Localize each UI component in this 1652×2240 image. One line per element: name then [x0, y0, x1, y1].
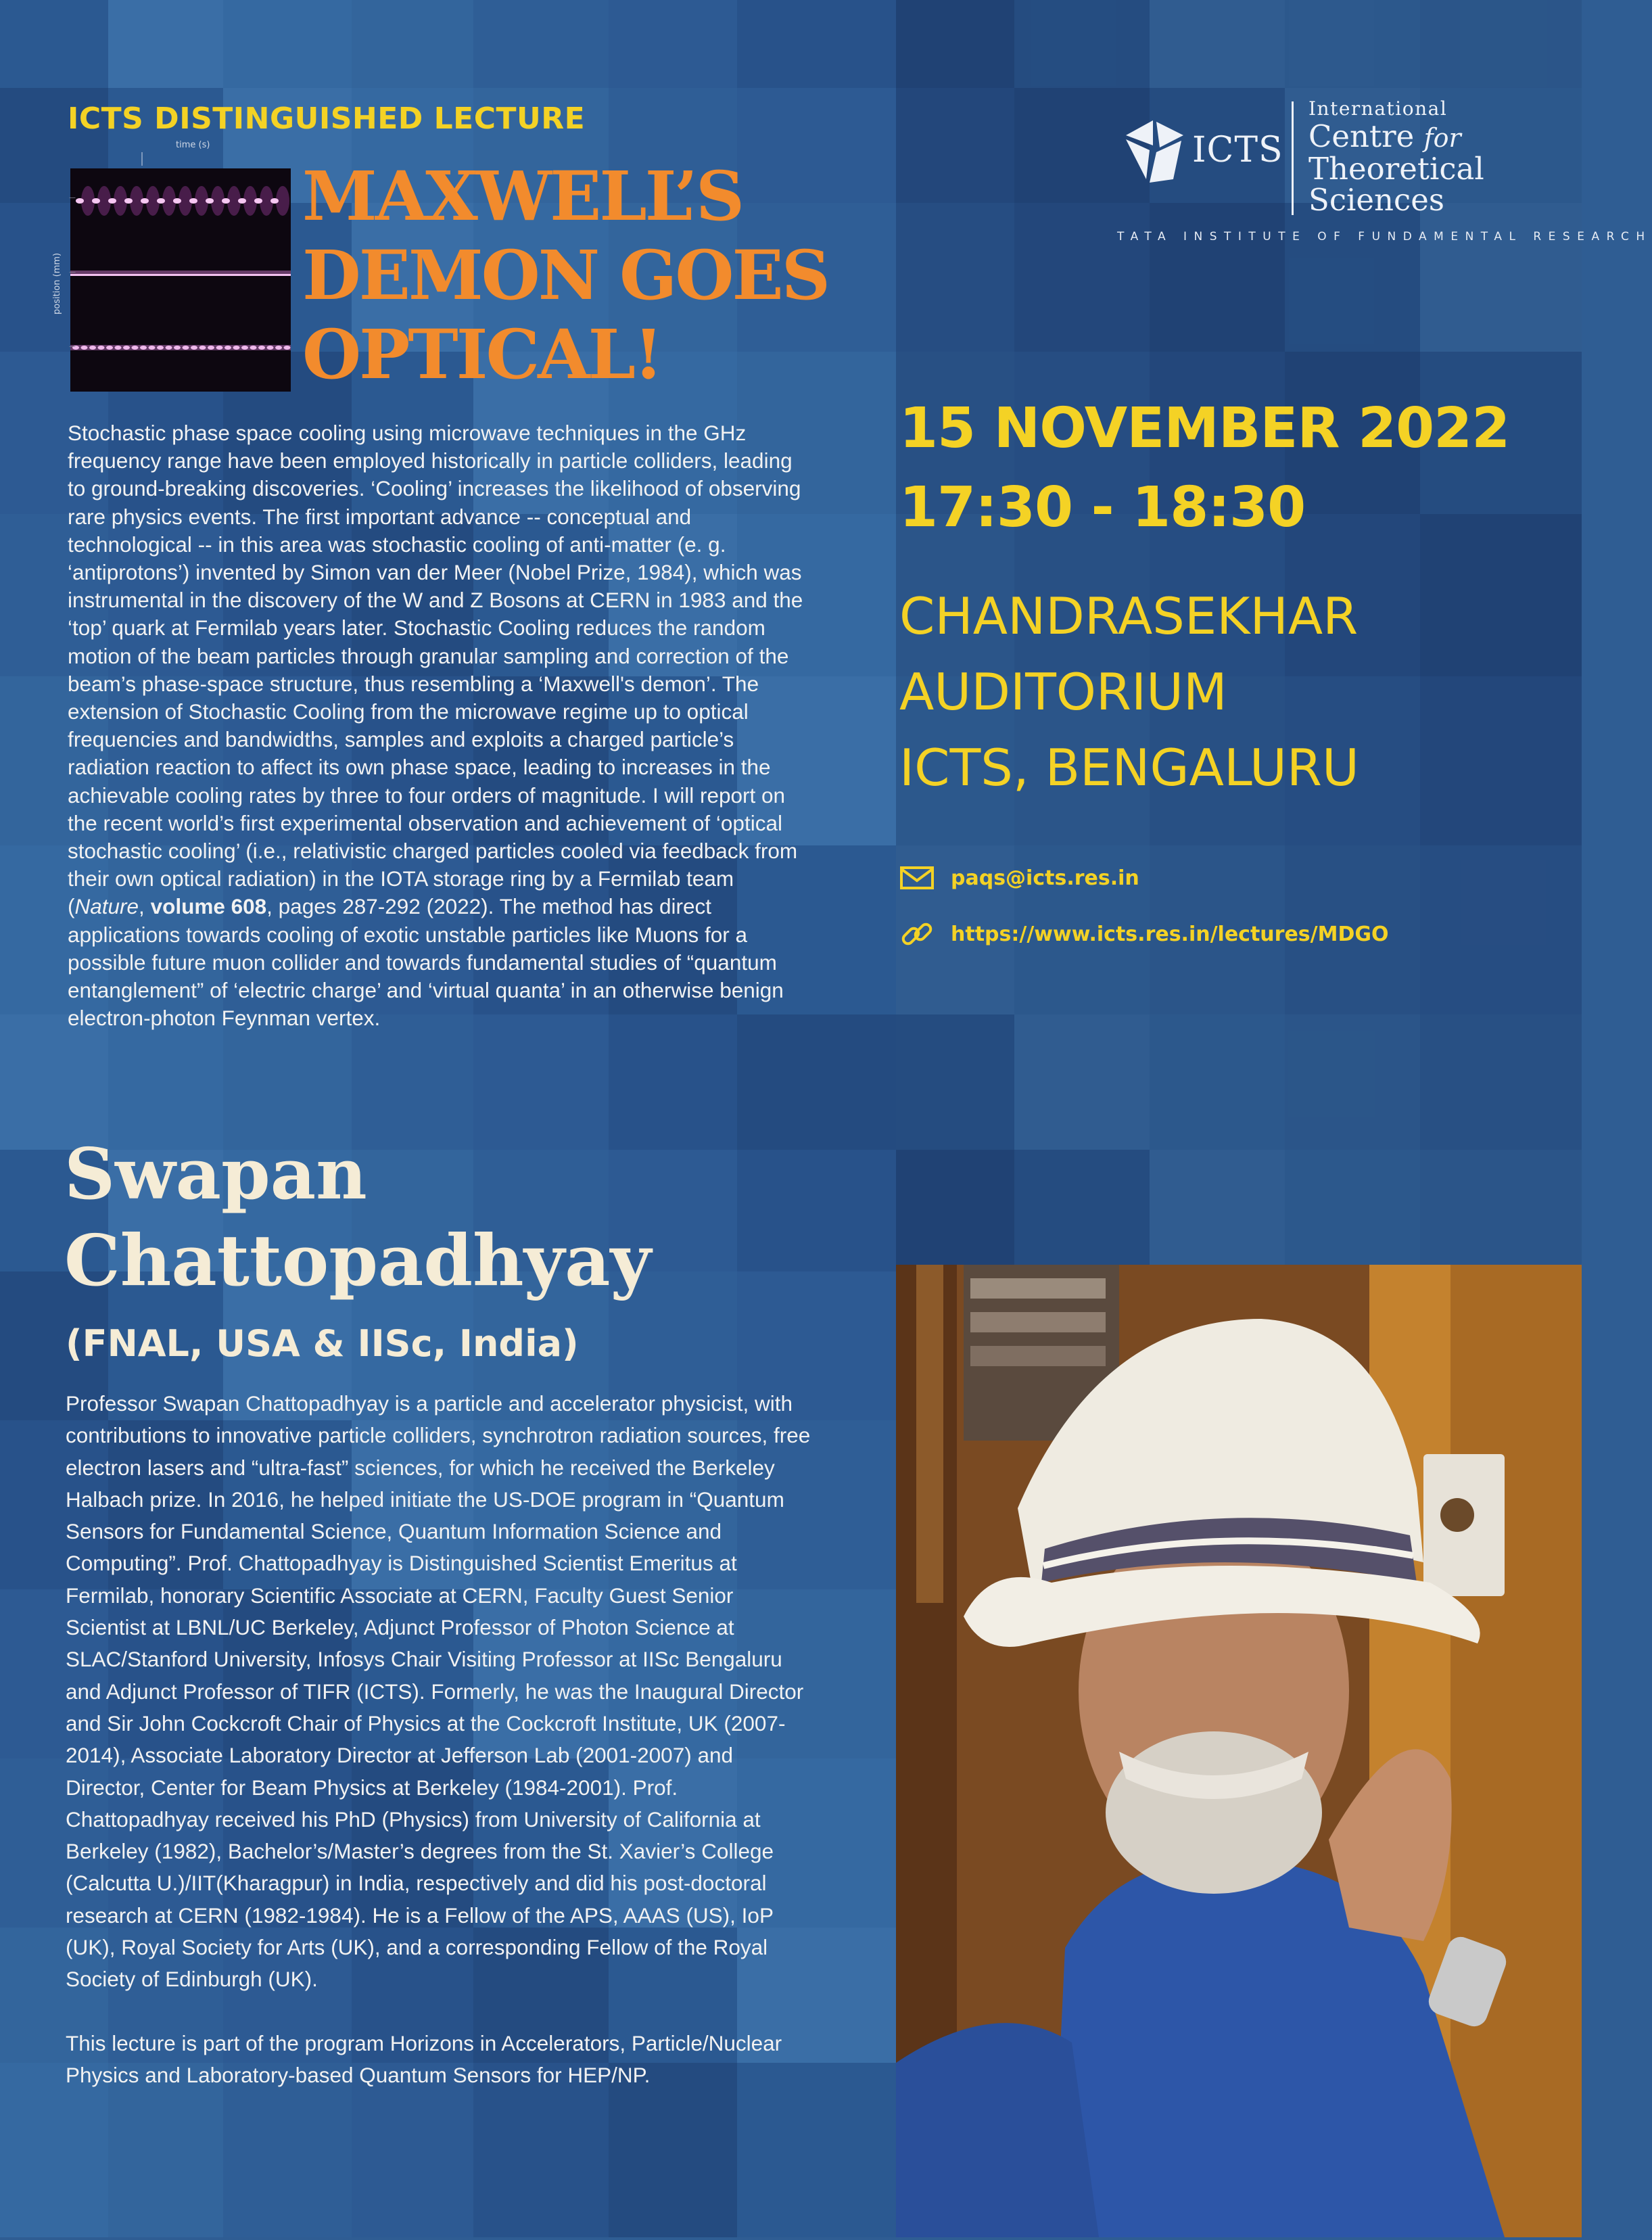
logo-acronym: ICTS: [1192, 130, 1283, 170]
contact-email[interactable]: [899, 864, 1139, 891]
logo-divider: [1292, 101, 1294, 215]
logo-name-line-4: Sciences: [1308, 182, 1444, 218]
beam-dot: [89, 346, 96, 350]
series-label: ICTS DISTINGUISHED LECTURE: [68, 101, 586, 136]
url-text[interactable]: https://www.icts.res.in/lectures/MDGO: [951, 922, 1389, 946]
logo-name-line-1: International: [1308, 97, 1448, 120]
logo-name-for: for: [1423, 123, 1461, 153]
beam-dot: [189, 198, 197, 204]
figure-y-label: position (mm): [52, 252, 62, 314]
background-tile: [0, 1014, 108, 1150]
beam-dot: [149, 346, 156, 350]
bio-paragraph: Professor Swapan Chattopadhyay is a particle and accelerator physicist, with contributions to innovative particle colliders, synchrotron radiation sources, free electron lasers and “ultra-fast” sciences, for which he received the Berkeley Halbach prize. In 2016, he helped initiate the US-DOE program in “Quantum Sensors for Fundamental Science, Quantum Information Science and Computing”. Prof. Chattopadhyay is Distinguished Scientist Emeritus at Fermilab, honorary Scientific Associate at CERN, Faculty Guest Senior Scientist at LBNL/UC Berkeley, Adjunct Professor of Photon Science at SLAC/Stanford University, Infosys Chair Visiting Professor at IISc Bengaluru and Adjunct Professor of TIFR (ICTS). Formerly, he was the Inaugural Director and Sir John Cockcroft Chair of Physics at the Cockcroft Institute, UK (2007-2014), Associate Laboratory Director at Jefferson Lab (2001-2007) and Director, Center for Beam Physics at Berkeley (1984-2001). Prof. Chattopadhyay received his PhD (Physics) from University of California at Berkeley (1982), Bachelor’s/Master’s degrees from the St. Xavier’s College (Calcutta U.)/IIT(Kharagpur) in India, respectively and did his post-doctoral research at CERN (1982-1984). He is a Fellow of the APS, AAAS (US), IoP (UK), Royal Society for Arts (UK), and a corresponding Fellow of the Royal Society of Edinburgh (UK).: [66, 1391, 811, 1992]
speaker-name-line-2: Chattopadhyay: [64, 1219, 651, 1302]
speaker-portrait: [896, 1265, 1582, 2237]
beam-dot: [241, 346, 248, 350]
svg-text:—: —: [69, 269, 76, 276]
venue-line-3: ICTS, BENGALURU: [899, 738, 1359, 797]
beam-dot: [284, 346, 291, 350]
background-tile: [108, 0, 223, 88]
program-note: This lecture is part of the program Horizons in Accelerators, Particle/Nuclear Physics and Laboratory-based Quantum Sensors for HEP/NP.: [66, 2030, 782, 2087]
abstract-separator: ,: [139, 894, 151, 919]
beam-dot: [123, 346, 130, 350]
envelope-icon: [899, 864, 935, 891]
beam-dot: [157, 346, 164, 350]
logo-name-line-2: Centre: [1308, 118, 1415, 154]
beam-dot: [108, 198, 116, 204]
beam-dot: [254, 198, 262, 204]
venue-line-2: AUDITORIUM: [899, 662, 1227, 722]
beam-dot: [206, 198, 214, 204]
svg-text:—: —: [69, 343, 76, 350]
beam-dot: [140, 346, 147, 350]
title-line-3: OPTICAL!: [302, 314, 661, 394]
logo-subtitle: TATA INSTITUTE OF FUNDAMENTAL RESEARCH: [1117, 230, 1652, 243]
background-tile: [223, 0, 352, 88]
beam-dot: [141, 198, 149, 204]
speaker-name: [64, 1131, 651, 1304]
icts-emblem-icon: [1119, 115, 1187, 192]
beam-dot: [258, 346, 265, 350]
event-time: 17:30 - 18:30: [899, 475, 1306, 540]
beam-dot: [238, 198, 246, 204]
logo-name: [1308, 97, 1484, 216]
background-tile: [609, 1014, 737, 1150]
speaker-affiliation: (FNAL, USA & IISc, India): [66, 1322, 579, 1365]
beam-dot: [216, 346, 223, 350]
beam-dot: [270, 198, 279, 204]
beam-dot: [191, 346, 197, 350]
contact-url[interactable]: [899, 916, 1389, 952]
beam-dot: [115, 346, 122, 350]
abstract-text: Stochastic phase space cooling using microwave techniques in the GHz frequency range have been employed historically in particle colliders, leading to ground-breaking discoveries. ‘Cooling’ increases the likelihood of observing rare physics events. The first important advance -- conceptual and technological -- in this area was stochastic cooling of anti-matter (e. g. ‘antiprotons’) invented by Simon van der Meer (Nobel Prize, 1984), which was instrumental in the discovery of the W and Z Bosons at CERN in 1983 and the ‘top’ quark at Fermilab years later. Stochastic Cooling reduces the random motion of the beam particles through granular sampling and correction of the beam’s phase-space structure, thus resembling a ‘Maxwell's demon’. The extension of Stochastic Cooling from the microwave regime up to optical frequencies and bandwidths, samples and exploits a charged particle’s radiation reaction to affect its own phase space, leading to increases in the achievable cooling rates by three to four orders of magnitude. I will report on the recent world’s first experimental observation and achievement of ‘optical stochastic cooling’ (i.e., relativistic charged particles cooled via feedback from their own optical radiation) in the IOTA storage ring by a Fermilab team (: [68, 421, 803, 919]
event-datetime: [899, 389, 1509, 547]
beam-dot: [233, 346, 240, 350]
logo-name-line-3: Theoretical: [1308, 151, 1484, 187]
beam-dot: [166, 346, 172, 350]
background-tile: [737, 1150, 896, 1271]
beam-dot: [208, 346, 214, 350]
title-line-1: MAXWELL’S: [302, 156, 743, 236]
beam-dot: [132, 346, 139, 350]
background-tile: [609, 0, 737, 88]
beam-dot: [199, 346, 206, 350]
background-tile: [473, 1014, 609, 1150]
background-tile: [223, 1014, 352, 1150]
beam-dot: [106, 346, 113, 350]
beam-dot: [157, 198, 165, 204]
title-line-2: DEMON GOES: [302, 235, 828, 315]
background-tile: [737, 1014, 896, 1150]
beam-dot: [225, 346, 231, 350]
beam-dot: [275, 346, 282, 350]
speaker-bio: [66, 1388, 816, 2123]
abstract-journal: Nature: [74, 894, 139, 919]
abstract: [68, 419, 815, 1032]
beam-dot: [173, 198, 181, 204]
beam-dot: [222, 198, 230, 204]
background-tile: [352, 1014, 473, 1150]
background-tile: [108, 1014, 223, 1150]
venue-line-1: CHANDRASEKHAR: [899, 586, 1359, 646]
background-tile: [0, 0, 108, 88]
svg-text:—: —: [69, 194, 76, 202]
beam-dot: [76, 198, 84, 204]
event-date: 15 NOVEMBER 2022: [899, 396, 1510, 461]
beam-dot: [92, 198, 100, 204]
beam-dot: [267, 346, 274, 350]
background-tile: [352, 0, 473, 88]
event-venue: [899, 578, 1359, 806]
beam-dot: [174, 346, 181, 350]
beam-dot: [81, 346, 88, 350]
beam-dot: [124, 198, 133, 204]
lecture-title: [302, 157, 828, 394]
email-text[interactable]: paqs@icts.res.in: [951, 866, 1139, 890]
beam-dot: [98, 346, 105, 350]
background-tile: [473, 0, 609, 88]
speaker-name-line-1: Swapan: [64, 1132, 367, 1215]
beam-dot: [250, 346, 257, 350]
background-tile: [737, 0, 896, 88]
beam-intensity-plot: [41, 139, 291, 396]
link-icon: [899, 916, 935, 952]
abstract-text-end: , pages 287-292 (2022). The method has direct applications towards cooling of exotic unstable particles like Muons for a possible future muon collider and towards fundamental studies of “quantum entanglement” of ‘electric charge’ and ‘virtual quanta’ in an otherwise benign electron-photon Feynman vertex.: [68, 894, 784, 1031]
figure-x-label: time (s): [176, 140, 210, 150]
beam-dot: [183, 346, 189, 350]
abstract-volume: volume 608: [150, 894, 267, 919]
